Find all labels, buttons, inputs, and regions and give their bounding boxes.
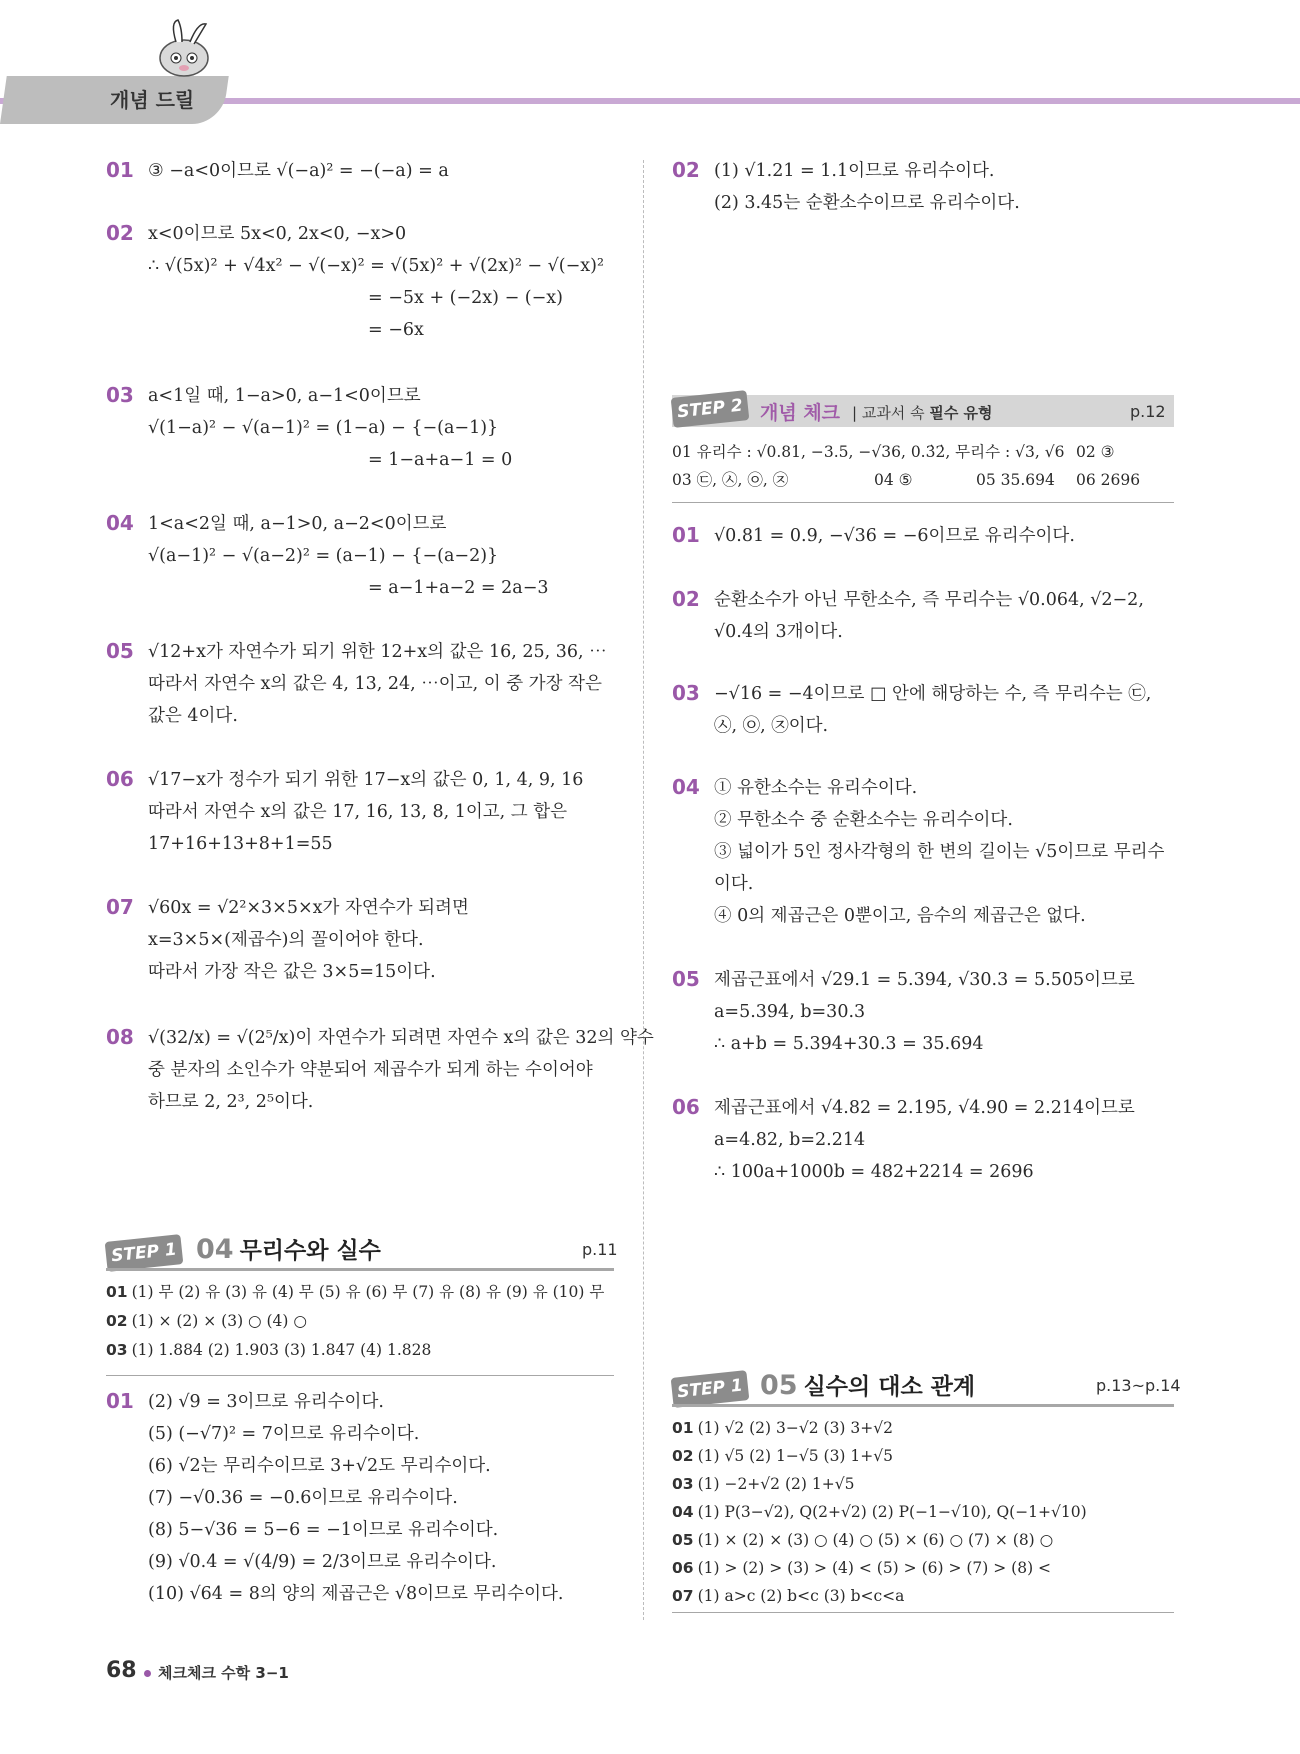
answer-text: (1) × (2) × (3) ○ (4) ○ (5) × (6) ○ (7) × (8) ○ xyxy=(697,1531,1054,1549)
step1-answers-rule xyxy=(106,1375,614,1376)
answer-key: 01 xyxy=(106,1283,128,1301)
answer-row xyxy=(672,1526,1053,1554)
solution-line: (2) √9 = 3이므로 유리수이다. xyxy=(148,1392,384,1412)
answer-text: (1) −2+√2 (2) 1+√5 xyxy=(697,1475,855,1493)
solution-text xyxy=(714,584,1144,648)
step1-solution-num: 01 xyxy=(106,1389,134,1413)
step2-badge: STEP 2 xyxy=(671,390,750,428)
step1-solution xyxy=(148,1386,564,1610)
right-top-num: 02 xyxy=(672,158,700,182)
answer-key: 03 xyxy=(672,1475,694,1493)
header-title: 개념 드릴 xyxy=(110,88,195,112)
solution-line: 중 분자의 소인수가 약분되어 제곱수가 되게 하는 수이어야 xyxy=(148,1060,593,1080)
solution-line: x=3×5×(제곱수)의 꼴이어야 한다. xyxy=(148,930,424,950)
solution-line: √17−x가 정수가 되기 위한 17−x의 값은 0, 1, 4, 9, 16 xyxy=(148,770,584,790)
solution-line: ③ 넓이가 5인 정사각형의 한 변의 길이는 √5이므로 무리수 xyxy=(714,842,1165,862)
solution-line: √(1−a)² − √(a−1)² = (1−a) − {−(a−1)} xyxy=(148,418,499,438)
solution-line: √60x = √2²×3×5×x가 자연수가 되려면 xyxy=(148,898,469,918)
solution-line: a=5.394, b=30.3 xyxy=(714,1002,866,1022)
solution-line: ③ −a<0이므로 √(−a)² = −(−a) = a xyxy=(148,161,449,181)
solution-line: (2) 3.4̇5̇는 순환소수이므로 유리수이다. xyxy=(714,193,1020,213)
solution-line: ① 유한소수는 유리수이다. xyxy=(714,778,918,798)
answer-row xyxy=(106,1336,431,1364)
solution-text xyxy=(148,636,607,732)
mascot-icon xyxy=(150,18,220,82)
answer-row xyxy=(672,1414,893,1442)
answer-key: 07 xyxy=(672,1587,694,1605)
solution-line: a=4.82, b=2.214 xyxy=(714,1130,866,1150)
solution-line: 하므로 2, 2³, 2⁵이다. xyxy=(148,1092,314,1112)
solution-text xyxy=(148,892,469,988)
solution-line: = a−1+a−2 = 2a−3 xyxy=(368,578,549,598)
solution-line: (6) √2는 무리수이므로 3+√2도 무리수이다. xyxy=(148,1456,491,1476)
solution-num: 06 xyxy=(106,767,134,791)
solution-line: ② 무한소수 중 순환소수는 유리수이다. xyxy=(714,810,1013,830)
answer-row xyxy=(672,1554,1051,1582)
solution-line: ∴ √(5x)² + √4x² − √(−x)² = √(5x)² + √(2x)² − √(−x)² xyxy=(148,256,604,276)
solution-line: = −6x xyxy=(368,320,424,340)
solution-line: (10) √64 = 8의 양의 제곱근은 √8이므로 무리수이다. xyxy=(148,1584,564,1604)
solution-line: √(a−1)² − √(a−2)² = (a−1) − {−(a−2)} xyxy=(148,546,499,566)
solution-line: 따라서 자연수 x의 값은 17, 16, 13, 8, 1이고, 그 합은 xyxy=(148,802,568,822)
solution-num: 04 xyxy=(672,775,700,799)
solution-line: 제곱근표에서 √4.82 = 2.195, √4.90 = 2.214이므로 xyxy=(714,1098,1135,1118)
answer-row xyxy=(672,1582,904,1610)
solution-text xyxy=(148,764,583,860)
answer-text: (1) 1.884 (2) 1.903 (3) 1.847 (4) 1.828 xyxy=(131,1341,432,1359)
step2-answers-rule xyxy=(672,502,1174,503)
solution-text xyxy=(148,380,512,476)
page-number: 68 xyxy=(106,1658,137,1683)
solution-line: 순환소수가 아닌 무한소수, 즉 무리수는 √0.064, √2−2, xyxy=(714,590,1144,610)
step1b-rule xyxy=(672,1404,1174,1407)
solution-line: ∴ a+b = 5.394+30.3 = 35.694 xyxy=(714,1034,984,1054)
answer-key: 04 xyxy=(672,1503,694,1521)
solution-line: (8) 5−√36 = 5−6 = −1이므로 유리수이다. xyxy=(148,1520,499,1540)
solution-line: (5) (−√7)² = 7이므로 유리수이다. xyxy=(148,1424,420,1444)
solution-line: √0.4의 3개이다. xyxy=(714,622,843,642)
step2-answer-04: 04 ⑤ xyxy=(874,471,913,489)
solution-num: 02 xyxy=(672,587,700,611)
solution-line: = −5x + (−2x) − (−x) xyxy=(368,288,563,308)
solution-line: 값은 4이다. xyxy=(148,706,238,726)
solution-num: 05 xyxy=(106,639,134,663)
answer-row xyxy=(106,1307,307,1335)
solution-num: 07 xyxy=(106,895,134,919)
answer-text: (1) a>c (2) b<c (3) b<c<a xyxy=(697,1587,905,1605)
solution-line: 이다. xyxy=(714,874,754,894)
answer-text: (1) √2 (2) 3−√2 (3) 3+√2 xyxy=(697,1419,893,1437)
footer-dot-icon xyxy=(144,1670,151,1677)
solution-text xyxy=(714,678,1151,742)
solution-line: 따라서 자연수 x의 값은 4, 13, 24, ⋯이고, 이 중 가장 작은 xyxy=(148,674,602,694)
step2-page: p.12 xyxy=(1130,402,1166,421)
solution-line: (7) −√0.36 = −0.6이므로 유리수이다. xyxy=(148,1488,458,1508)
solution-text xyxy=(148,218,604,346)
solution-text xyxy=(148,155,449,187)
answer-key: 05 xyxy=(672,1531,694,1549)
step2-answer-02: 02 ③ xyxy=(1076,443,1115,461)
solution-num: 05 xyxy=(672,967,700,991)
answer-key: 01 xyxy=(672,1419,694,1437)
solution-text xyxy=(148,508,549,604)
step2-answer-01: 01 유리수 : √0.81, −3.5, −√36, 0.3̇2̇, 무리수 : √3, √6 xyxy=(672,443,1065,461)
solution-line: x<0이므로 5x<0, 2x<0, −x>0 xyxy=(148,224,407,244)
step1b-badge: STEP 1 xyxy=(671,1370,750,1408)
answer-key: 06 xyxy=(672,1559,694,1577)
solution-line: 제곱근표에서 √29.1 = 5.394, √30.3 = 5.505이므로 xyxy=(714,970,1135,990)
answer-text: (1) 무 (2) 유 (3) 유 (4) 무 (5) 유 (6) 무 (7) 유 (8) 유 (9) 유 (10) 무 xyxy=(131,1283,605,1301)
step2-answer-06: 06 2696 xyxy=(1076,471,1141,489)
book-title: 체크체크 수학 3−1 xyxy=(158,1664,289,1682)
solution-text xyxy=(714,772,1164,932)
answer-text: (1) √5 (2) 1−√5 (3) 1+√5 xyxy=(697,1447,893,1465)
solution-text xyxy=(714,964,1135,1060)
solution-line: ④ 0의 제곱근은 0뿐이고, 음수의 제곱근은 없다. xyxy=(714,906,1086,926)
answer-row xyxy=(106,1278,604,1306)
solution-line: √(32/x) = √(2⁵/x)이 자연수가 되려면 자연수 x의 값은 32의 약수 xyxy=(148,1028,654,1048)
solution-line: 따라서 가장 작은 값은 3×5=15이다. xyxy=(148,962,436,982)
solution-num: 01 xyxy=(106,158,134,182)
answer-row xyxy=(672,1442,893,1470)
step1-rule xyxy=(106,1268,614,1271)
solution-num: 03 xyxy=(106,383,134,407)
solution-num: 06 xyxy=(672,1095,700,1119)
solution-line: −√16 = −4이므로 □ 안에 해당하는 수, 즉 무리수는 ㉢, xyxy=(714,684,1152,704)
solution-num: 03 xyxy=(672,681,700,705)
solution-num: 01 xyxy=(672,523,700,547)
solution-text xyxy=(148,1022,654,1118)
step1b-title: 05 실수의 대소 관계 xyxy=(760,1370,976,1401)
answer-row xyxy=(672,1498,1087,1526)
solution-text xyxy=(714,520,1075,552)
solution-num: 02 xyxy=(106,221,134,245)
right-top-solution xyxy=(714,155,1020,219)
solution-line: (9) √0.4̇ = √(4/9) = 2/3이므로 유리수이다. xyxy=(148,1552,497,1572)
answer-text: (1) > (2) > (3) > (4) < (5) > (6) > (7) > (8) < xyxy=(697,1559,1052,1577)
step1-page: p.11 xyxy=(582,1240,618,1259)
solution-line: ㉦, ㉧, ㉨이다. xyxy=(714,716,829,736)
solution-num: 08 xyxy=(106,1025,134,1049)
solution-line: = 1−a+a−1 = 0 xyxy=(368,450,513,470)
solution-line: ∴ 100a+1000b = 482+2214 = 2696 xyxy=(714,1162,1034,1182)
answer-text: (1) P(3−√2), Q(2+√2) (2) P(−1−√10), Q(−1+√10) xyxy=(697,1503,1087,1521)
solution-line: 17+16+13+8+1=55 xyxy=(148,834,333,854)
answer-key: 02 xyxy=(106,1312,128,1330)
step1b-page: p.13~p.14 xyxy=(1096,1376,1181,1395)
solution-line: a<1일 때, 1−a>0, a−1<0이므로 xyxy=(148,386,421,406)
answer-text: (1) × (2) × (3) ○ (4) ○ xyxy=(131,1312,307,1330)
step1-badge: STEP 1 xyxy=(105,1234,184,1272)
answer-key: 03 xyxy=(106,1341,128,1359)
answer-key: 02 xyxy=(672,1447,694,1465)
solution-text xyxy=(714,1092,1135,1188)
solution-line: (1) √1.21 = 1.1이므로 유리수이다. xyxy=(714,161,995,181)
column-divider xyxy=(643,160,644,1620)
step2-answer-05: 05 35.694 xyxy=(976,471,1055,489)
solution-num: 04 xyxy=(106,511,134,535)
step2-label: 개념 체크 xyxy=(760,402,841,424)
solution-line: √12+x가 자연수가 되기 위한 12+x의 값은 16, 25, 36, ⋯ xyxy=(148,642,607,662)
solution-line: √0.81 = 0.9, −√36 = −6이므로 유리수이다. xyxy=(714,526,1075,546)
answer-row xyxy=(672,1470,854,1498)
step2-subtitle: | 교과서 속 필수 유형 xyxy=(852,404,993,422)
step1b-answers-rule xyxy=(672,1612,1174,1613)
step1-title: 04 무리수와 실수 xyxy=(196,1234,381,1265)
step2-answer-03: 03 ㉢, ㉦, ㉧, ㉨ xyxy=(672,471,789,489)
solution-line: 1<a<2일 때, a−1>0, a−2<0이므로 xyxy=(148,514,447,534)
